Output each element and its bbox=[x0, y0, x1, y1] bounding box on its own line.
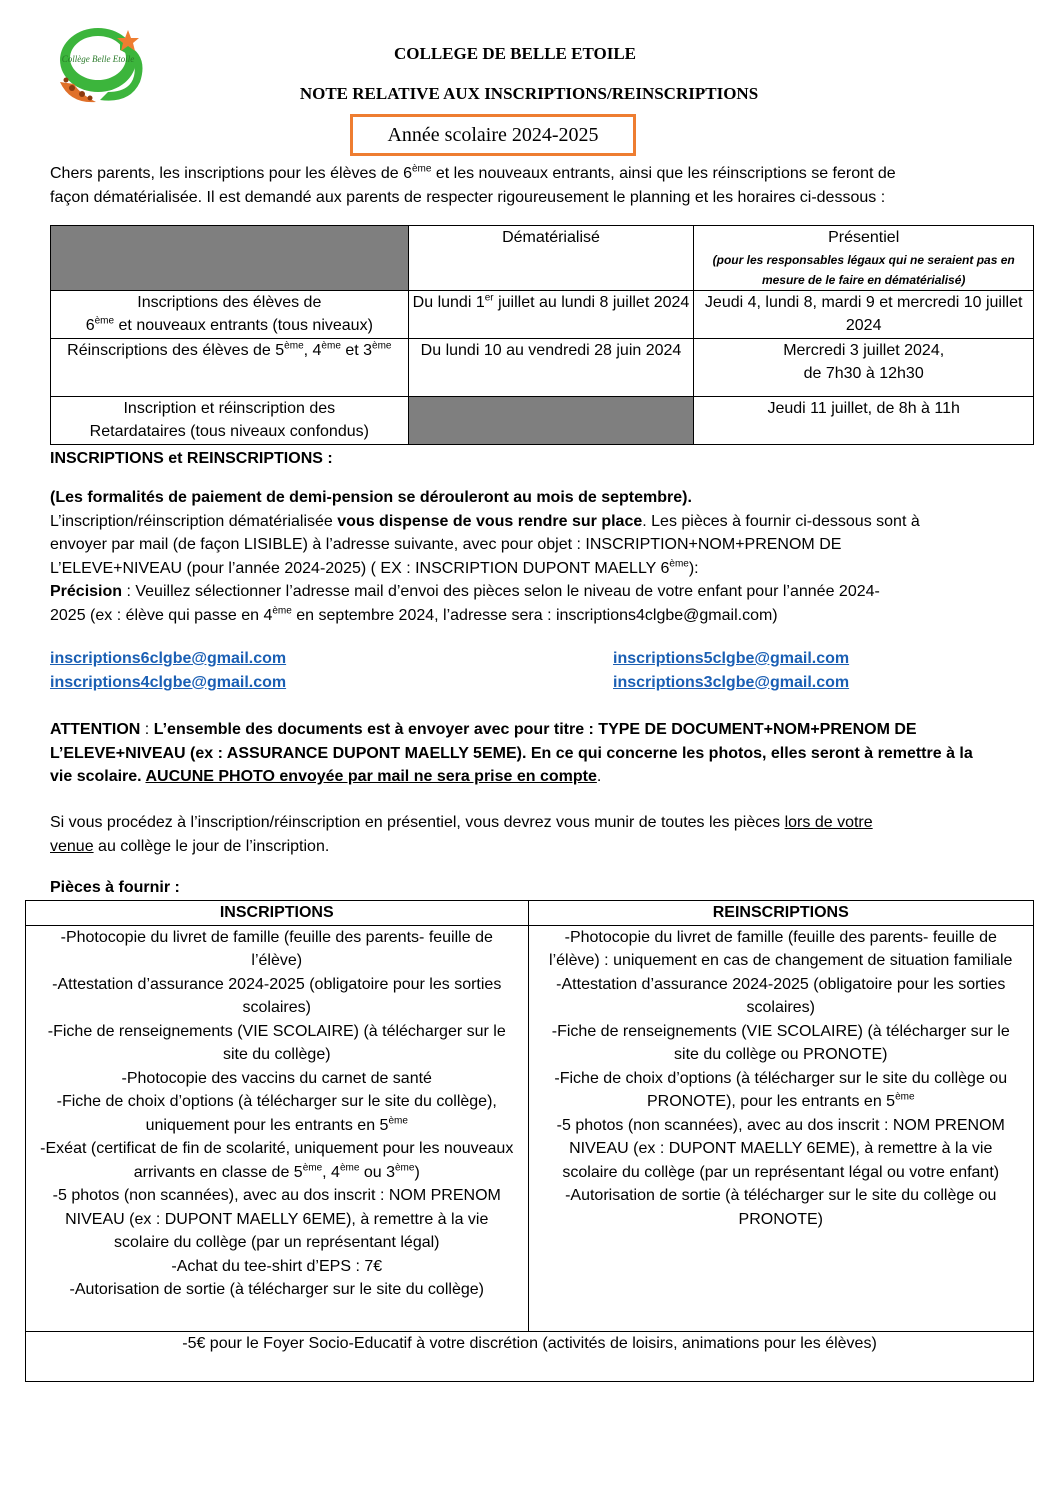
schedule-row-retardataires: Inscription et réinscription des Retardataires (tous niveaux confondus) Jeudi 11 juillet, de 8h à 11h bbox=[51, 396, 1034, 444]
pieces-content-row bbox=[26, 925, 1034, 1331]
foyer-row bbox=[26, 1331, 1034, 1381]
note-title: NOTE RELATIVE AUX INSCRIPTIONS/REINSCRIPTIONS bbox=[299, 84, 759, 103]
reinscriptions-list: -Photocopie du livret de famille (feuille des parents- feuille de l’élève) : uniquement en cas de changement de situation familiale -Attestation d’assurance 2024-2025 (obligatoire pour les sorties scolaires) -Fiche de renseignements (VIE SCOLAIRE) (à télécharger sur le site du collège ou PRONOTE) -Fiche de choix d’options (à télécharger sur le site du collège ou PRONOTE), pour les entrants en 5ème -5 photos (non scannées), avec au dos inscrit : NOM PRENOM NIVEAU (ex : DUPONT MAELLY 6EME), à remettre à la vie scolaire du collège (par un représentant légal ou votre enfant) -Autorisation de sortie (à télécharger sur le site du collège ou PRONOTE) bbox=[528, 925, 1034, 1331]
intro-paragraph: Chers parents, les inscriptions pour les élèves de 6ème et les nouveaux entrants, ainsi que les réinscriptions se feront de façon dématérialisée. Il est demandé aux parents de respecter rigoureusement le planning et les horaires ci-dessous : bbox=[50, 163, 896, 206]
schedule-table bbox=[50, 225, 1034, 445]
email-link-4[interactable]: inscriptions4clgbe@gmail.com bbox=[50, 673, 287, 691]
college-name: COLLEGE DE BELLE ETOILE bbox=[393, 44, 637, 63]
foyer-note: -5€ pour le Foyer Socio-Educatif à votre discrétion (activités de loisirs, animations pour les élèves) bbox=[26, 1331, 1034, 1381]
schedule-row-reinscriptions: Réinscriptions des élèves de 5ème, 4ème et 3ème Du lundi 10 au vendredi 28 juin 2024 Mercredi 3 juillet 2024, de 7h30 à 12h30 bbox=[51, 338, 1034, 396]
attention-paragraph: ATTENTION : L’ensemble des documents est à envoyer avec pour titre : TYPE DE DOCUMENT+NOM+PRENOM DE L’ELEVE+NIVEAU (ex : ASSURANCE DUPONT MAELLY 5EME). En ce qui concerne les photos, elles seront à remettre à la vie scolaire. AUCUNE PHOTO envoyée par mail ne sera prise en compte. bbox=[50, 721, 973, 785]
col-presentiel: Présentiel (pour les responsables légaux qui ne seraient pas en mesure de le faire en dématérialisé) bbox=[694, 226, 1034, 291]
email-list bbox=[50, 647, 1010, 694]
header-empty-cell bbox=[51, 226, 409, 291]
school-year-box: Année scolaire 2024-2025 bbox=[350, 114, 636, 156]
col-inscriptions: INSCRIPTIONS bbox=[26, 901, 529, 926]
presentiel-paragraph: Si vous procédez à l’inscription/réinscription en présentiel, vous devrez vous munir de toutes les pièces lors de votre venue au collège le jour de l’inscription. bbox=[50, 814, 873, 855]
pieces-table bbox=[25, 900, 1034, 1382]
inscriptions-list: -Photocopie du livret de famille (feuille des parents- feuille de l’élève) -Attestation d’assurance 2024-2025 (obligatoire pour les sorties scolaires) -Fiche de renseignements (VIE SCOLAIRE) (à télécharger sur le site du collège) -Photocopie des vaccins du carnet de santé -Fiche de choix d’options (à télécharger sur le site du collège), uniquement pour les entrants en 5ème -Exéat (certificat de fin de scolarité, uniquement pour les nouveaux arrivants en classe de 5ème, 4ème ou 3ème) -5 photos (non scannées), avec au dos inscrit : NOM PRENOM NIVEAU (ex : DUPONT MAELLY 6EME), à remettre à la vie scolaire du collège (par un représentant légal) -Achat du tee-shirt d’EPS : 7€ -Autorisation de sortie (à télécharger sur le site du collège) bbox=[26, 925, 529, 1331]
email-link-6[interactable]: inscriptions6clgbe@gmail.com bbox=[50, 650, 287, 667]
logo-text: Collège Belle Etoile bbox=[61, 54, 135, 64]
email-link-5[interactable]: inscriptions5clgbe@gmail.com bbox=[613, 650, 850, 667]
pieces-heading: Pièces à fournir : bbox=[50, 879, 180, 896]
col-dematerialise: Dématérialisé bbox=[408, 226, 694, 291]
col-reinscriptions: REINSCRIPTIONS bbox=[528, 901, 1034, 926]
section-heading: INSCRIPTIONS et REINSCRIPTIONS : bbox=[50, 450, 333, 467]
gray-cell bbox=[408, 396, 694, 444]
email-link-3[interactable]: inscriptions3clgbe@gmail.com bbox=[613, 673, 850, 691]
schedule-row-inscriptions: Inscriptions des élèves de 6ème et nouveaux entrants (tous niveaux) Du lundi 1er juillet au lundi 8 juillet 2024 Jeudi 4, lundi 8, mardi 9 et mercredi 10 juillet 2024 bbox=[51, 290, 1034, 338]
schedule-header-row bbox=[51, 226, 1034, 291]
pieces-header-row bbox=[26, 901, 1034, 926]
section-paragraph: (Les formalités de paiement de demi-pension se dérouleront au mois de septembre). L’inscription/réinscription dématérialisée vous dispense de vous rendre sur place. Les pièces à fournir ci-dessous sont à envoyer par mail (de façon LISIBLE) à l’adresse suivante, avec pour objet : INSCRIPTION+NOM+PRENOM DE L’ELEVE+NIVEAU (pour l’année 2024-2025) ( EX : INSCRIPTION DUPONT MAELLY 6ème): Précision : Veuillez sélectionner l’adresse mail d’envoi des pièces selon le niveau de votre enfant pour l’année 2024- 2025 (ex : élève qui passe en 4ème en septembre 2024, l’adresse sera : inscriptions4clgbe@gmail.com) bbox=[50, 489, 920, 624]
